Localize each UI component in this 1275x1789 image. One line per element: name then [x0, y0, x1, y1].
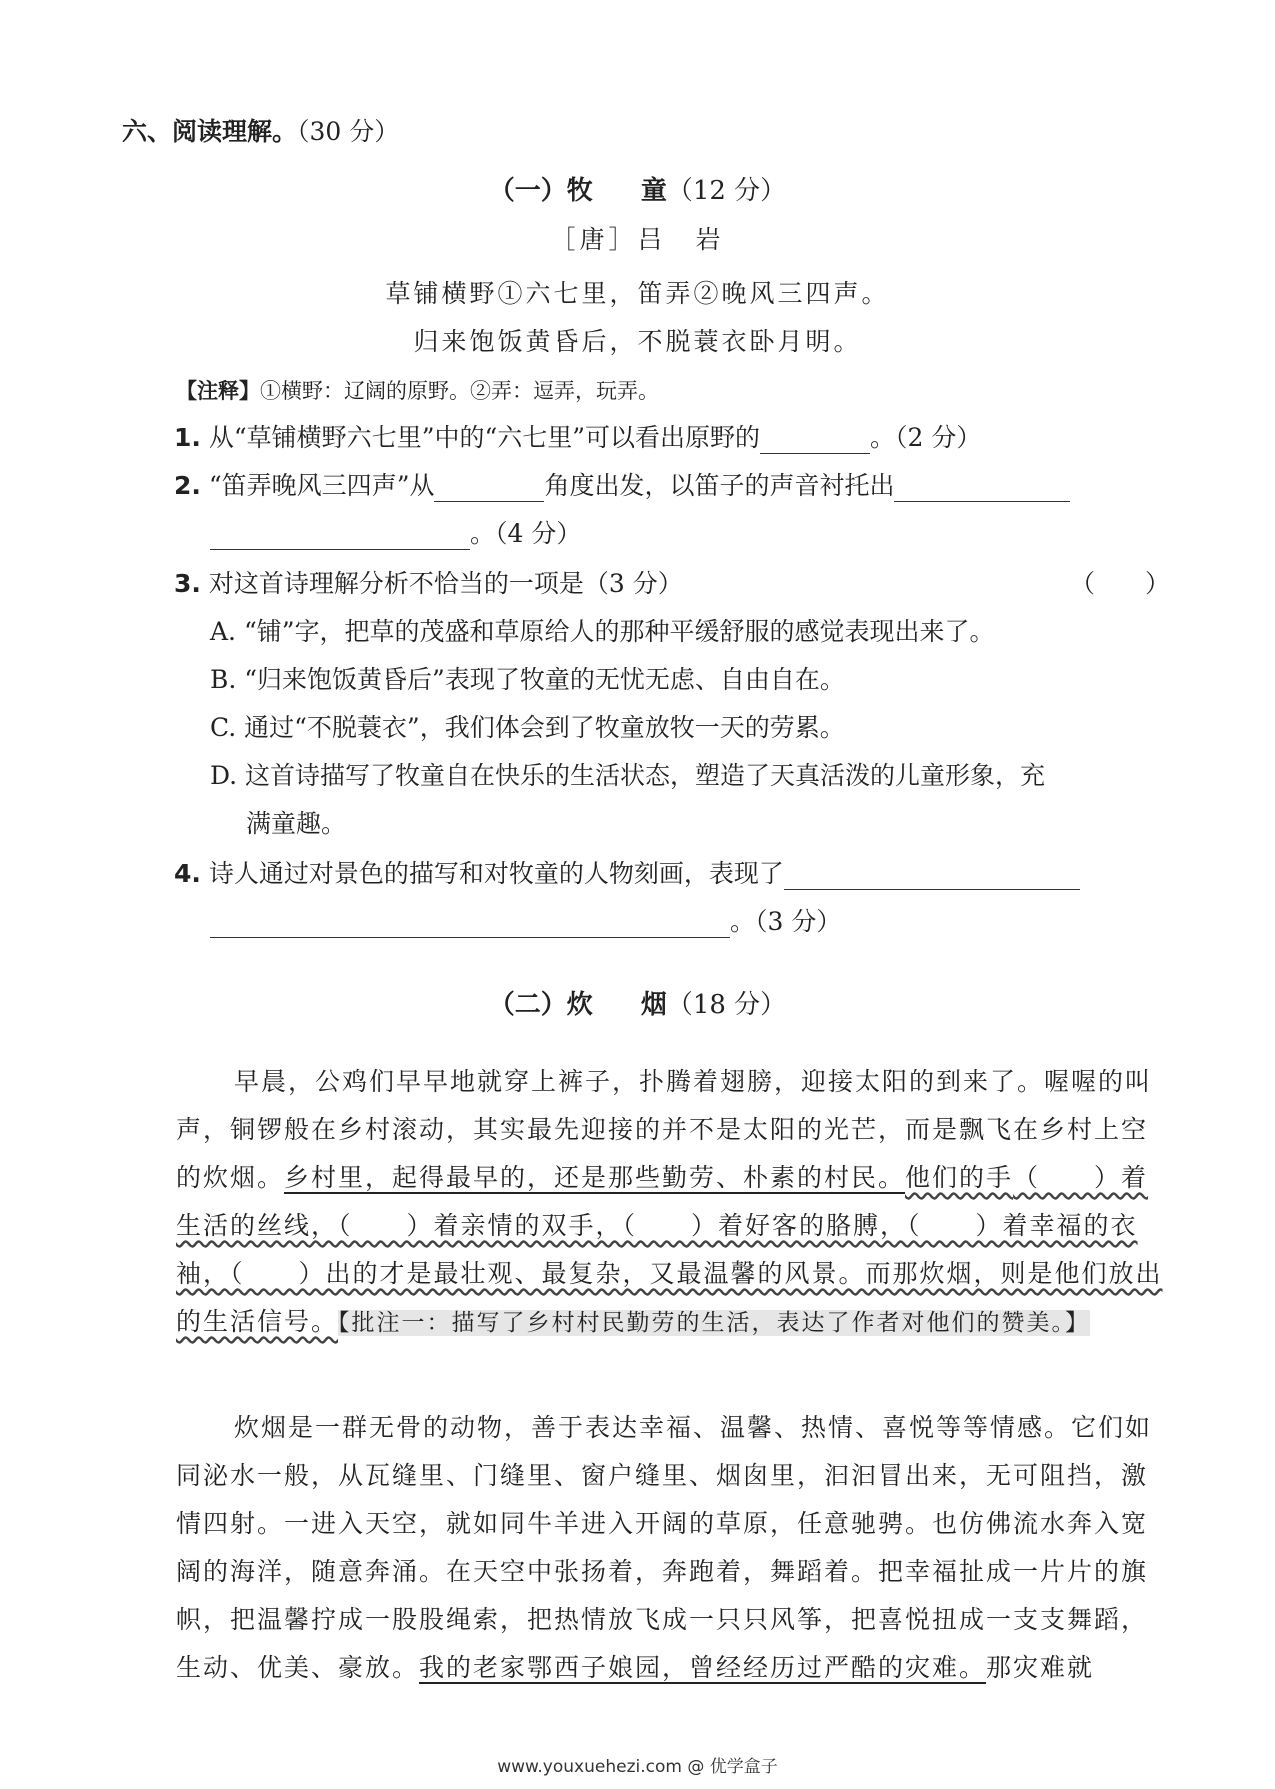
passage-paragraph-1 — [176, 1058, 1172, 1347]
question-2 — [174, 466, 1070, 502]
section-title-text: 六、阅读理解。 — [122, 117, 298, 146]
poem-notes — [176, 375, 659, 405]
question-1 — [174, 418, 981, 454]
q3-text: 对这首诗理解分析不恰当的一项是（3 分） — [208, 569, 683, 598]
poem-line-1: 草铺横野①六七里，笛弄②晚风三四声。 — [385, 279, 890, 308]
q1-text: 从“草铺横野六七里”中的“六七里”可以看出原野的 — [208, 423, 761, 452]
q1-answer-blank[interactable] — [760, 425, 870, 454]
p1-underlined: 乡村里，起得最早的，还是那些勤劳、朴素的村民。 — [284, 1163, 906, 1192]
q4-blank-2[interactable] — [210, 909, 730, 938]
poem-title-a: （一）牧 — [488, 176, 593, 206]
q2-blank-3[interactable] — [210, 521, 470, 550]
passage-points: （18 分） — [666, 990, 787, 1020]
p1-text: 早晨，公鸡们早早地就穿上裤子，扑腾着翅膀，迎接太阳的到来了。喔喔的叫声，铜锣般在乡村滚动，其实最先迎接的并不是太阳的光芒，而是飘飞在乡村上空的炊烟。 — [176, 1067, 1153, 1192]
poem-author: ［唐］吕 岩 — [550, 225, 725, 254]
section-points: （30 分） — [297, 117, 400, 146]
p1-wavy-b: （ ）着生活的丝线，（ ）着亲情的双手，（ ）着好客的胳膊，（ ）着幸福的衣袖，（ ）出的才是最壮观、最复杂，又最温馨的风景。而那炊烟，则是他们放出的生活信号。 — [176, 1163, 1163, 1336]
poem-points: （12 分） — [666, 176, 787, 206]
passage-title-b: 烟 — [640, 990, 667, 1020]
question-4-cont — [210, 902, 841, 938]
q4-points: 。（3 分） — [730, 907, 842, 936]
q4-number: 4. — [174, 859, 201, 888]
footer-watermark: www.youxuehezi.com @ 优学盒子 — [497, 1757, 778, 1777]
q4-text: 诗人通过对景色的描写和对牧童的人物刻画，表现了 — [208, 859, 784, 888]
p1-wavy-a: 他们的手 — [905, 1163, 1014, 1192]
passage-title — [0, 984, 1275, 1021]
p2-underlined: 我的老家鄂西子娘园，曾经经历过严酷的灾难。 — [419, 1653, 987, 1682]
q2-number: 2. — [174, 471, 201, 500]
q3-number: 3. — [174, 569, 201, 598]
q3-option-d[interactable]: D. 这首诗描写了牧童自在快乐的生活状态，塑造了天真活泼的儿童形象，充 — [210, 761, 1046, 790]
q1-points: 。（2 分） — [870, 423, 982, 452]
passage-title-a: （二）炊 — [488, 990, 593, 1020]
q1-number: 1. — [174, 423, 201, 452]
poem-title — [0, 170, 1275, 207]
annotation-1: 【批注一：描写了乡村村民勤劳的生活，表达了作者对他们的赞美。】 — [338, 1310, 1091, 1336]
q2-text-b: 角度出发，以笛子的声音衬托出 — [544, 471, 895, 500]
q2-text-a: “笛弄晚风三四声”从 — [208, 471, 435, 500]
question-2-cont — [210, 514, 581, 550]
section-title — [122, 112, 399, 148]
notes-text: ①横野：辽阔的原野。②弄：逗弄，玩弄。 — [260, 379, 659, 403]
poem-title-b: 童 — [640, 176, 667, 206]
q2-blank-1[interactable] — [434, 473, 544, 502]
q4-blank-1[interactable] — [784, 861, 1080, 890]
passage-paragraph-2 — [176, 1404, 1172, 1692]
q3-option-b[interactable]: B. “归来饱饭黄昏后”表现了牧童的无忧无虑、自由自在。 — [210, 665, 845, 694]
p2-text-end: 那灾难就 — [986, 1653, 1095, 1682]
q3-option-c[interactable]: C. 通过“不脱蓑衣”，我们体会到了牧童放牧一天的劳累。 — [210, 713, 845, 742]
q3-answer-paren[interactable]: （ ） — [1070, 569, 1171, 598]
notes-label: 【注释】 — [176, 379, 260, 403]
q3-option-d-cont: 满童趣。 — [246, 809, 347, 838]
p2-text: 炊烟是一群无骨的动物，善于表达幸福、温馨、热情、喜悦等等情感。它们如同泌水一般，从瓦缝里、门缝里、窗户缝里、烟囱里，汩汩冒出来，无可阻挡，激情四射。一进入天空，就如同牛羊进入开阔的草原，任意驰骋。也仿佛流水奔入宽阔的海洋，随意奔涌。在天空中张扬着，奔跑着，舞蹈着。把幸福扯成一片片的旗帜，把温馨拧成一股股绳索，把热情放飞成一只只风筝，把喜悦扭成一支支舞蹈，生动、优美、豪放。 — [176, 1413, 1153, 1682]
q2-blank-2[interactable] — [894, 473, 1070, 502]
question-4 — [174, 854, 1080, 890]
q2-points: 。（4 分） — [470, 519, 582, 548]
q3-option-a[interactable]: A. “铺”字，把草的茂盛和草原给人的那种平缓舒服的感觉表现出来了。 — [210, 617, 995, 646]
poem-line-2: 归来饱饭黄昏后，不脱蓑衣卧月明。 — [413, 327, 862, 356]
question-3 — [174, 564, 683, 600]
